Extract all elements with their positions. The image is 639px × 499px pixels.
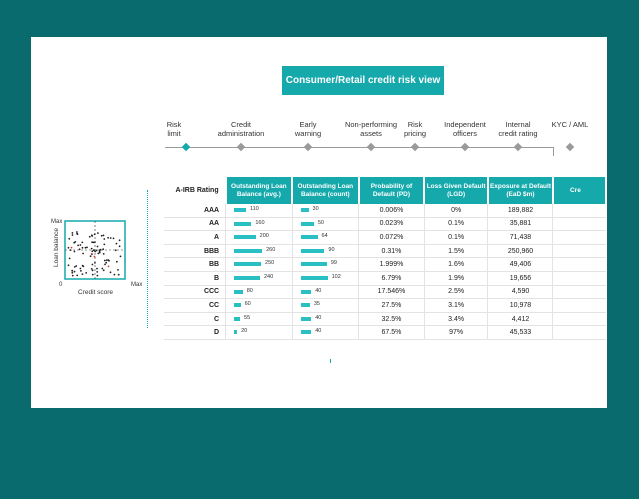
count-balance-cell [292,204,359,217]
scatter-point [94,251,96,253]
x-max-label: Max [131,282,143,288]
step-label-3[interactable]: Non-performing assets [344,120,398,138]
scatter-point [72,232,74,234]
scatter-point [93,242,95,244]
scatter-point [103,238,105,240]
scatter-point [106,259,108,261]
scatter-points [68,231,122,276]
rating-col-header: A-IRB Rating [164,177,226,204]
avg-balance-cell [226,271,293,285]
scatter-point [68,264,70,266]
ead-cell: 45,533 [488,326,553,340]
scatter-point [71,272,73,274]
y-axis-label: Loan balance [53,227,60,267]
scatter-point [96,271,98,273]
rating-cell: BB [164,258,226,272]
pd-cell: 0.072% [359,231,425,245]
scatter-point [101,268,103,270]
step-marker-7[interactable] [566,143,574,151]
avg-balance-cell [226,285,293,299]
scatter-point [74,266,76,268]
count-balance-value: 40 [315,287,322,294]
avg-balance-bar [234,262,261,266]
avg-balance-value: 20 [241,328,248,335]
rating-cell: A [164,231,226,245]
scatter-point [70,249,72,251]
pd-cell: 0.006% [359,204,425,217]
scatter-point [82,253,84,255]
scatter-point [99,252,101,254]
scatter-point [100,249,102,251]
count-balance-cell [292,312,359,326]
count-balance-value: 40 [315,314,322,321]
scatter-point [74,241,76,243]
scatter-point [68,247,70,249]
scatter-point [75,265,77,267]
count-balance-cell [292,258,359,272]
scatter-point [108,259,110,261]
lgd-cell: 0.1% [424,231,488,245]
cre-cell [553,258,606,272]
scatter-point [108,266,110,268]
count-balance-value: 40 [315,328,322,335]
pd-cell: 0.023% [359,217,425,231]
avg-balance-bar [234,330,237,334]
count-balance-bar [301,262,327,266]
table-row[interactable] [164,217,606,231]
ead-cell: 189,882 [488,204,553,217]
avg-balance-value: 160 [255,219,265,226]
scatter-point [103,253,105,255]
col-header-lgd: Loss Given Default (LGD) [424,177,488,204]
scatter-point [74,251,76,253]
cre-cell [553,285,606,299]
avg-balance-bar [234,317,240,321]
pd-cell: 1.999% [359,258,425,272]
count-balance-cell [292,299,359,313]
table-row[interactable] [164,231,606,245]
scatter-point [91,268,93,270]
lgd-cell: 0% [424,204,488,217]
scatter-point [107,237,109,239]
scatter-point [72,275,74,277]
table-row[interactable] [164,285,606,299]
avg-balance-cell [226,258,293,272]
step-label-5[interactable]: Independent officers [444,120,486,138]
table-header-row [164,177,606,204]
rating-table [164,177,607,340]
count-balance-value: 35 [313,301,320,308]
scatter-point [114,274,116,276]
scatter-point [92,270,94,272]
scatter-point [119,239,121,241]
scatter-point [71,270,73,272]
scatter-point [90,255,92,257]
stepper-line [165,147,553,148]
lgd-cell: 1.9% [424,271,488,285]
avg-balance-value: 240 [263,273,274,280]
step-label-6[interactable]: Internal credit rating [498,120,538,138]
scatter-point [103,235,105,237]
count-balance-bar [301,222,314,226]
cre-cell [553,312,606,326]
step-marker-3[interactable] [367,143,375,151]
rating-cell: D [164,326,226,340]
scatter-point [80,244,82,246]
scatter-point [91,234,93,236]
scatter-point [116,261,118,263]
scatter-point [97,232,99,234]
scatter-point [104,264,106,266]
scatter-point [85,247,87,249]
count-balance-bar [301,249,325,253]
step-marker-1[interactable] [237,143,245,151]
rating-cell: BBB [164,244,226,258]
avg-balance-cell [226,217,293,231]
avg-balance-cell [226,299,293,313]
count-balance-cell [292,231,359,245]
col-header-ead: Exposure at Default (EaD $m) [488,177,553,204]
avg-balance-cell [226,326,293,340]
col-header-cre: Cre [553,177,606,204]
view-title-button[interactable]: Consumer/Retail credit risk view [282,66,444,95]
avg-balance-bar [234,208,246,212]
count-balance-bar [301,208,309,212]
rating-cell: AA [164,217,226,231]
credit-scatter-plot [51,217,161,297]
pd-cell: 0.31% [359,244,425,258]
step-label-1[interactable]: Credit administration [217,120,265,138]
count-balance-bar [301,290,312,294]
cre-cell [553,204,606,217]
avg-balance-bar [234,249,262,253]
risk-process-stepper [161,120,589,160]
avg-balance-value: 55 [244,314,251,321]
lgd-cell: 3.1% [424,299,488,313]
lgd-cell: 97% [424,326,488,340]
scatter-point [93,249,95,251]
count-balance-bar [301,276,328,280]
cre-cell [553,299,606,313]
footnote-mark [330,359,331,363]
origin-label: 0 [59,282,63,288]
avg-balance-value: 80 [246,287,253,294]
scatter-point [85,272,87,274]
lgd-cell: 1.6% [424,258,488,272]
lgd-cell: 3.4% [424,312,488,326]
step-marker-6[interactable] [514,143,522,151]
avg-balance-cell [226,244,293,258]
scatter-point [101,235,103,237]
count-balance-bar [301,303,310,307]
count-balance-value: 99 [330,260,337,267]
lgd-cell: 1.5% [424,244,488,258]
col-header-count: Outstanding Loan Balance (count) [292,177,359,204]
scatter-point [80,268,82,270]
rating-cell: C [164,312,226,326]
scatter-point [81,242,83,244]
cre-cell [553,217,606,231]
table-row[interactable] [164,244,606,258]
ead-cell: 71,438 [488,231,553,245]
scatter-point [119,245,121,247]
scatter-point [103,269,105,271]
scatter-point [97,275,99,277]
step-marker-0[interactable] [182,143,190,151]
avg-balance-value: 250 [265,260,275,267]
scatter-point [117,269,119,271]
scatter-point [91,253,93,255]
table-row[interactable] [164,312,606,326]
count-balance-value: 102 [331,273,341,280]
ead-cell: 250,960 [488,244,553,258]
scatter-point [69,258,71,260]
avg-balance-bar [234,303,240,307]
scatter-point [82,273,84,275]
stepper-end-tick [553,147,554,156]
pd-cell: 17.546% [359,285,425,299]
scatter-point [82,265,84,267]
step-label-0[interactable]: Risk limit [166,120,182,138]
count-balance-cell [292,217,359,231]
scatter-point [120,256,122,258]
ead-cell: 4,412 [488,312,553,326]
scatter-point [92,264,94,266]
table-row[interactable] [164,299,606,313]
table-row[interactable] [164,326,606,340]
lgd-cell: 0.1% [424,217,488,231]
avg-balance-value: 200 [259,233,269,240]
count-balance-cell [292,271,359,285]
avg-balance-cell [226,231,293,245]
cre-cell [553,231,606,245]
count-balance-value: 90 [328,246,335,253]
scatter-point [76,275,78,277]
lgd-cell: 2.5% [424,285,488,299]
scatter-point [91,248,93,250]
pd-cell: 27.5% [359,299,425,313]
scatter-point [97,246,99,248]
avg-balance-value: 60 [244,301,251,308]
avg-balance-value: 260 [266,246,276,253]
scatter-point [89,236,91,238]
count-balance-cell [292,285,359,299]
scatter-point [94,233,96,235]
scatter-point [116,243,118,245]
table-row[interactable] [164,204,606,217]
scatter-point [115,249,117,251]
cre-cell [553,244,606,258]
count-balance-cell [292,244,359,258]
dashboard-card [31,37,607,408]
step-label-4[interactable]: Risk pricing [403,120,427,138]
col-header-avg: Outstanding Loan Balance (avg.) [226,177,293,204]
scatter-point [105,262,107,264]
pd-cell: 6.79% [359,271,425,285]
scatter-point [110,237,112,239]
scatter-point [113,238,115,240]
count-balance-value: 30 [312,206,319,212]
count-balance-value: 50 [317,219,324,226]
avg-balance-bar [234,235,256,239]
scatter-point [110,271,112,273]
pd-cell: 32.5% [359,312,425,326]
scatter-point [86,247,88,249]
scatter-point [96,268,98,270]
ead-cell: 4,590 [488,285,553,299]
avg-balance-cell [226,204,293,217]
count-balance-bar [301,317,312,321]
scatter-point [71,247,73,249]
step-label-2[interactable]: Early warning [294,120,322,138]
avg-balance-value: 110 [249,206,259,212]
scatter-point [91,250,93,252]
scatter-point [102,248,104,250]
scatter-point [79,248,81,250]
scatter-point [76,231,78,233]
table-row[interactable] [164,271,606,285]
rating-cell: CC [164,299,226,313]
cre-cell [553,271,606,285]
scatter-point [76,233,78,235]
ead-cell: 19,656 [488,271,553,285]
ead-cell: 49,406 [488,258,553,272]
scatter-point [92,274,94,276]
count-balance-cell [292,326,359,340]
scatter-point [77,245,79,247]
avg-balance-bar [234,276,260,280]
step-marker-4[interactable] [411,143,419,151]
y-max-label: Max [51,219,63,225]
step-marker-2[interactable] [304,143,312,151]
scatter-point [68,238,70,240]
cre-cell [553,326,606,340]
avg-balance-bar [234,222,251,226]
table-row[interactable] [164,258,606,272]
rating-cell: B [164,271,226,285]
scatter-point [104,260,106,262]
scatter-point [82,247,84,249]
scatter-point [80,270,82,272]
avg-balance-cell [226,312,293,326]
scatter-point [118,274,120,276]
avg-balance-bar [234,290,243,294]
x-axis-label: Credit score [78,289,114,296]
ead-cell: 10,978 [488,299,553,313]
scatter-point [94,256,96,258]
scatter-point [72,234,74,236]
count-balance-bar [301,235,318,239]
ead-cell: 35,881 [488,217,553,231]
rating-cell: CCC [164,285,226,299]
count-balance-bar [301,330,312,334]
pd-cell: 67.5% [359,326,425,340]
scatter-point [94,262,96,264]
step-marker-5[interactable] [461,143,469,151]
col-header-pd: Probability of Default (PD) [359,177,425,204]
scatter-point [103,244,105,246]
step-label-7[interactable]: KYC / AML [551,120,589,129]
count-balance-value: 64 [321,233,328,240]
rating-cell: AAA [164,204,226,217]
scatter-point [74,271,76,273]
